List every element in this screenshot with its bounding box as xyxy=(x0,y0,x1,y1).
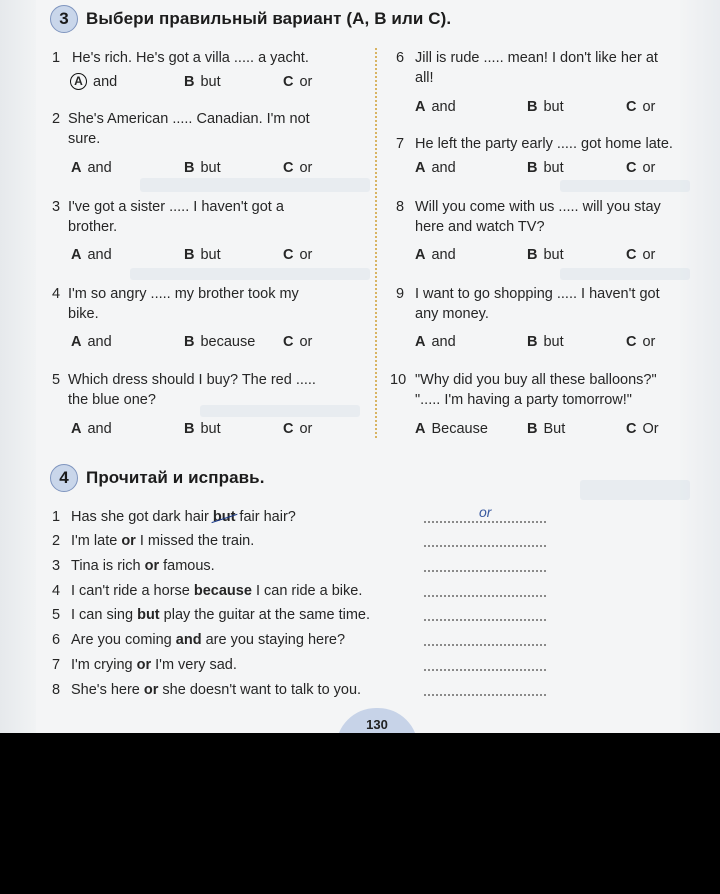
question-6: 6 Jill is rude ..... mean! I don't like her at all! xyxy=(396,50,658,86)
option-2b[interactable]: B but xyxy=(184,160,221,176)
option-1a[interactable]: A and xyxy=(70,72,117,92)
correction-item-8: 8 She's here or she doesn't want to talk to you. xyxy=(52,682,362,698)
option-4b[interactable]: B because xyxy=(184,334,256,350)
question-8: 8 Will you come with us ..... will you stay here and watch TV? xyxy=(396,199,661,235)
option-5b[interactable]: B but xyxy=(184,421,221,437)
answer-line-6[interactable] xyxy=(424,644,546,646)
option-6a[interactable]: A and xyxy=(415,99,456,115)
bleed-through xyxy=(560,268,690,280)
option-2a[interactable]: A and xyxy=(71,160,112,176)
option-7c[interactable]: C or xyxy=(626,160,656,176)
option-5c[interactable]: C or xyxy=(283,421,313,437)
question-9: 9 I want to go shopping ..... I haven't got any money. xyxy=(396,286,660,322)
option-10a[interactable]: A Because xyxy=(415,421,488,437)
option-9b[interactable]: B but xyxy=(527,334,564,350)
answer-line-5[interactable] xyxy=(424,619,546,621)
exercise-4-number: 4 xyxy=(50,464,78,492)
option-3c[interactable]: C or xyxy=(283,247,313,263)
page-shadow-left xyxy=(0,0,36,733)
option-6c[interactable]: C or xyxy=(626,99,656,115)
answer-line-2[interactable] xyxy=(424,545,546,547)
option-4a[interactable]: A and xyxy=(71,334,112,350)
correction-item-3: 3 Tina is rich or famous. xyxy=(52,558,215,574)
option-8a[interactable]: A and xyxy=(415,247,456,263)
correction-item-1: 1 Has she got dark hair but fair hair? xyxy=(52,509,296,525)
answer-line-8[interactable] xyxy=(424,694,546,696)
option-10b[interactable]: B But xyxy=(527,421,566,437)
option-7a[interactable]: A and xyxy=(415,160,456,176)
correction-item-5: 5 I can sing but play the guitar at the same time. xyxy=(52,607,370,623)
exercise-3-header xyxy=(50,5,451,33)
option-5a[interactable]: A and xyxy=(71,421,112,437)
option-4c[interactable]: C or xyxy=(283,334,313,350)
question-10: 10 "Why did you buy all these balloons?" "..... I'm having a party tomorrow!" xyxy=(390,372,657,408)
option-8c[interactable]: C or xyxy=(626,247,656,263)
exercise-4-title: Прочитай и исправь. xyxy=(86,468,265,487)
option-9c[interactable]: C or xyxy=(626,334,656,350)
page-shadow-right xyxy=(680,0,720,733)
circled-answer: A xyxy=(70,73,87,90)
option-1c[interactable]: C or xyxy=(283,74,313,90)
question-3: 3 I've got a sister ..... I haven't got a brother. xyxy=(52,199,284,235)
correction-item-4: 4 I can't ride a horse because I can ride a bike. xyxy=(52,583,363,599)
answer-text-1: or xyxy=(479,504,492,520)
option-7b[interactable]: B but xyxy=(527,160,564,176)
bleed-through xyxy=(130,268,370,280)
option-6b[interactable]: B but xyxy=(527,99,564,115)
question-5: 5 Which dress should I buy? The red ..... the blue one? xyxy=(52,372,316,408)
option-3a[interactable]: A and xyxy=(71,247,112,263)
exercise-4-header xyxy=(50,464,265,492)
option-8b[interactable]: B but xyxy=(527,247,564,263)
question-1: 1 He's rich. He's got a villa ..... a yacht. xyxy=(52,50,309,66)
question-2: 2 She's American ..... Canadian. I'm not sure. xyxy=(52,111,310,147)
question-4: 4 I'm so angry ..... my brother took my bike. xyxy=(52,286,299,322)
bleed-through xyxy=(140,178,370,192)
option-10c[interactable]: C Or xyxy=(626,421,659,437)
option-2c[interactable]: C or xyxy=(283,160,313,176)
question-1-text: He's rich. He's got a villa ..... a yacht. xyxy=(72,50,309,66)
option-1b[interactable]: B but xyxy=(184,74,221,90)
answer-line-1[interactable] xyxy=(424,521,546,523)
answer-line-3[interactable] xyxy=(424,570,546,572)
correction-item-2: 2 I'm late or I missed the train. xyxy=(52,533,255,549)
bleed-through xyxy=(560,180,690,192)
column-divider xyxy=(375,48,377,438)
question-7: 7 He left the party early ..... got home late. xyxy=(396,136,673,152)
exercise-3-number: 3 xyxy=(50,5,78,33)
crossed-word: but xyxy=(212,509,236,525)
correction-item-6: 6 Are you coming and are you staying here? xyxy=(52,632,346,648)
option-9a[interactable]: A and xyxy=(415,334,456,350)
correction-item-7: 7 I'm crying or I'm very sad. xyxy=(52,657,237,673)
page-number: 130 xyxy=(366,717,388,732)
bleed-through xyxy=(580,480,690,500)
answer-line-4[interactable] xyxy=(424,595,546,597)
answer-line-7[interactable] xyxy=(424,669,546,671)
exercise-3-title: Выбери правильный вариант (A, B или C). xyxy=(86,9,452,28)
option-3b[interactable]: B but xyxy=(184,247,221,263)
